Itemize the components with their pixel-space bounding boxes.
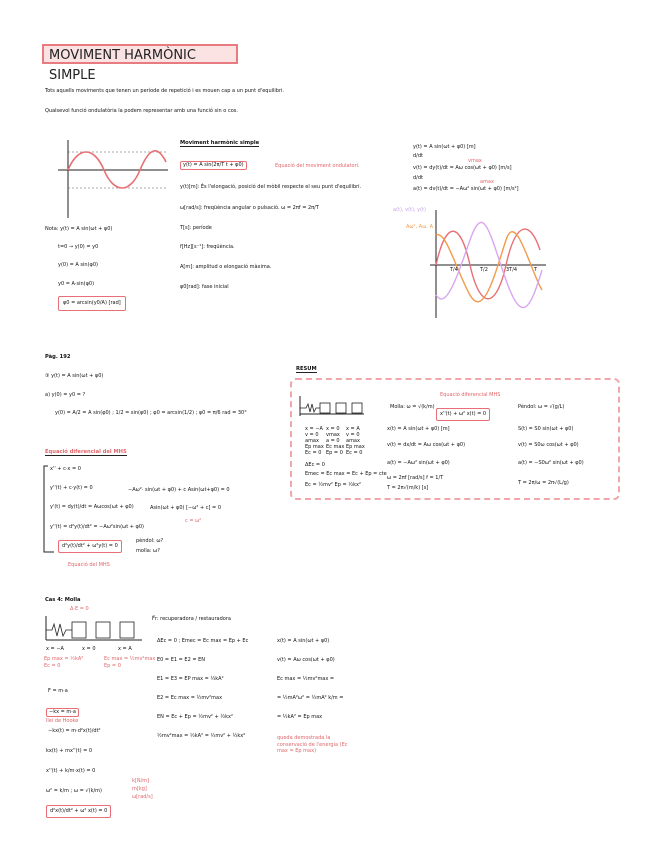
- graph-tick-3: 3T/4: [506, 267, 518, 273]
- resum-eqdiff: Equació diferencial MHS: [440, 392, 501, 398]
- cas4-fr: F⃗r: recuperadora / restauradora: [152, 616, 231, 622]
- ede-molla: molla: ω?: [136, 548, 160, 554]
- cas4-energy-1: ΔEc = 0 ; Emec = Ec max = Ep + Ec: [157, 638, 249, 644]
- resum-c2-0: x = 0: [326, 426, 340, 432]
- ede-right-1: −Aω²· sin(ωt + φ0) + c Asin(ωt+φ0) = 0: [128, 487, 230, 493]
- resum-mid-2: v(t) = dx/dt = Aω cos(ωt + φ0): [387, 442, 466, 448]
- resum-energy-2: Emec = Ec max = Ec + Ep = cte: [305, 471, 387, 477]
- cas4-unit-2: m[kg]: [132, 786, 147, 792]
- resum-heading: RESUM: [296, 366, 317, 372]
- deriv-a: a(t) = dv(t)/dt = −Aω² sin(ωt + φ0) [m/s²]: [413, 186, 519, 192]
- resum-c3-0: x = A: [346, 426, 360, 432]
- cas4-note-4: Ep = 0: [104, 663, 121, 669]
- resum-mid-4: ω = 2πf [rad/s] f = 1/T: [387, 475, 444, 481]
- def-frequency: f[Hz][s⁻¹]: freqüència.: [180, 244, 235, 250]
- ede-pendol: pèndol: ω?: [136, 538, 164, 544]
- mhs-equation: y(t) = A sin(2π/T t + φ0): [180, 161, 247, 170]
- intro-line-1: Tots aquells moviments que tenen un període de repetició i es mouen cap a un punt d'equilibri.: [45, 88, 284, 94]
- cas4-f5: x''(t) + k/m·x(t) = 0: [46, 768, 96, 774]
- ede-caption: Equació del MHS: [68, 562, 110, 568]
- spring-mass-diagram: [44, 614, 144, 644]
- cas4-f1: F = m·a: [48, 688, 68, 694]
- resum-right-2: v(t) = S0ω cos(ωt + φ0): [518, 442, 579, 448]
- resum-energy-1: ΔEc = 0: [305, 462, 325, 468]
- cas4-axis-2: x = 0: [82, 646, 96, 652]
- resum-c2-3: Ec max: [326, 444, 345, 450]
- note-y0: y(0) = A sin(φ0): [58, 262, 98, 268]
- cas4-f7: d²x(t)/dt² + ω² x(t) = 0: [46, 805, 111, 818]
- graph-tick-2: T/2: [480, 267, 488, 273]
- resum-energy-3: Ec = ½mv² Ep = ½kx²: [305, 482, 361, 488]
- deriv-vmax: vmax: [468, 158, 482, 164]
- resum-c1-4: Ec = 0: [305, 450, 322, 456]
- deriv-amax: amax: [480, 179, 494, 185]
- cas4-energy-3: E1 = E3 = EP max = ½kA²: [157, 676, 224, 682]
- pag-line-1: ③ y(t) = A sin(ωt + φ0): [45, 373, 104, 379]
- resum-c1-3: Ep max: [305, 444, 324, 450]
- cas4-energy-5: EN = Ec + Ep = ½mv² + ½kx²: [157, 714, 233, 720]
- def-period: T[s]: període: [180, 225, 212, 231]
- deriv-y: y(t) = A sin(ωt + φ0) [m]: [413, 144, 476, 150]
- resum-c3-1: v = 0: [346, 432, 360, 438]
- ede-line-3: y'(t) = dy(t)/dt = Aωcos(ωt + φ0): [50, 504, 134, 510]
- graph-legend-1: a(t), v(t), y(t): [393, 207, 426, 213]
- cas4-x5: = ½kA² = Ep max: [277, 714, 323, 720]
- resum-c3-3: Ep max: [346, 444, 365, 450]
- resum-mid-3: a(t) = −Aω² sin(ωt + φ0): [387, 460, 450, 466]
- resum-c1-1: v = 0: [305, 432, 319, 438]
- cas4-x4: = ½mA²ω² = ½mA² k/m =: [277, 695, 344, 701]
- cas4-axis-1: x = −A: [46, 646, 64, 652]
- resum-c3-2: amax: [346, 438, 360, 444]
- intro-line-2: Qualsevol funció ondulatòria la podem representar amb una funció sin o cos.: [45, 108, 238, 114]
- graph-legend-2: Aω², Aω, A: [406, 224, 433, 230]
- mhs-equation-note: Equació del moviment ondulatori.: [275, 163, 360, 169]
- cas4-x3: Ec max = ½mv²max =: [277, 676, 335, 682]
- trig-wave-graph: [430, 210, 548, 318]
- cas4-note-2: Ec = 0: [44, 663, 61, 669]
- note-t0: t=0 → y(0) = y0: [58, 244, 99, 250]
- cas4-note-1: Ep max = ½kA²: [44, 656, 84, 662]
- cas4-note-3: Ec max = ½mv²max: [104, 656, 156, 662]
- cas4-f2: −kx = m·a: [46, 708, 79, 717]
- graph-tick-4: T: [534, 267, 538, 273]
- ede-right-2: Asin(ωt + φ0) [−ω² + c] = 0: [150, 505, 222, 511]
- def-y: y(t)[m]: És l'elongació, posició del mòbil respecte el seu punt d'equilibri.: [180, 184, 362, 190]
- resum-pendol: Pèndol: ω = √(g/L): [518, 404, 565, 410]
- cas4-x2: v(t) = Aω cos(ωt + φ0): [277, 657, 335, 663]
- ede-heading: Equació diferencial del MHS: [45, 449, 127, 455]
- cas4-energy-4: E2 = Ec max = ½mv²max: [157, 695, 223, 701]
- pag-heading: Pàg. 192: [45, 354, 71, 360]
- resum-right-1: S(t) = S0 sin(ωt + φ0): [518, 426, 574, 432]
- note-phi: φ0 = arcsin(y0/A) [rad]: [58, 296, 126, 311]
- cas4-heading: Cas 4: Molla: [45, 597, 81, 603]
- resum-c1-2: amax: [305, 438, 319, 444]
- def-omega: ω[rad/s]: freqüència angular o pulsació. ω = 2πf = 2π/T: [180, 205, 319, 211]
- page-title: MOVIMENT HARMÒNIC SIMPLE: [42, 44, 238, 64]
- resum-c2-2: a = 0: [326, 438, 340, 444]
- cas4-f3: −kx(t) = m·d²x(t)/dt²: [48, 728, 101, 734]
- cas4-unit-1: k[N/m]: [132, 778, 150, 784]
- cas4-conclusion: queda demostrada la conservació de l'energia (Ec max = Ep max): [277, 735, 348, 754]
- cas4-x1: x(t) = A sin(ωt + φ0): [277, 638, 330, 644]
- resum-c1-0: x = −A: [305, 426, 323, 432]
- resum-mid-1: x(t) = A sin(ωt + φ0) [m]: [387, 426, 450, 432]
- ede-right-3: c = ω²: [185, 518, 202, 524]
- def-amplitude: A[m]: amplitud o elongació màxima.: [180, 264, 272, 270]
- resum-molla: Molla: ω = √(k/m): [390, 404, 435, 410]
- note-y0b: y0 = A·sin(φ0): [58, 281, 95, 287]
- spring-icon: [298, 394, 366, 418]
- def-phase: φ0[rad]: fase inicial: [180, 284, 229, 290]
- resum-mid-5: T = 2π√(m/k) [s]: [387, 485, 429, 491]
- resum-c2-1: vmax: [326, 432, 340, 438]
- cas4-energy-6: ½mv²max = ½kA² = ½mv² + ½kx²: [157, 733, 246, 739]
- pag-line-3: y(0) = A/2 = A sin(φ0) ; 1/2 = sin(φ0) ; φ0 = arcsin(1/2) ; φ0 = π/6 rad = 30°: [55, 410, 247, 416]
- cas4-f6: ω² = k/m ; ω = √(k/m): [46, 788, 102, 794]
- cas4-f4: kx(t) + mx''(t) = 0: [46, 748, 93, 754]
- mhs-heading: Moviment harmònic simple: [180, 140, 260, 146]
- ede-line-2: y''(t) + c·y(t) = 0: [50, 485, 93, 491]
- deriv-op-1: d/dt: [413, 153, 423, 159]
- resum-c2-4: Ep = 0: [326, 450, 343, 456]
- deriv-v: v(t) = dy(t)/dt = Aω cos(ωt + φ0) [m/s]: [413, 165, 512, 171]
- cas4-unit-3: ω[rad/s]: [132, 794, 153, 800]
- resum-right-4: T = 2π/ω = 2π√(L/g): [518, 480, 569, 486]
- sine-wave-graph: [58, 140, 170, 220]
- resum-c3-4: Ec = 0: [346, 450, 363, 456]
- cas4-energy-2: E0 = E1 = E2 = EN: [157, 657, 206, 663]
- deriv-op-2: d/dt: [413, 175, 423, 181]
- resum-right-3: a(t) = −S0ω² sin(ωt + φ0): [518, 460, 584, 466]
- cas4-hooke: llei de Hooke: [46, 718, 79, 724]
- pag-line-2: a) y(0) = y0 = ?: [45, 392, 86, 398]
- cas4-axis-3: x = A: [118, 646, 132, 652]
- ede-line-1: x'' + c·x = 0: [50, 466, 81, 472]
- resum-center-eq: x''(t) + ω² x(t) = 0: [436, 408, 490, 421]
- graph-tick-1: T/4: [450, 267, 458, 273]
- cas4-top-note: Δ·E = 0: [70, 606, 89, 612]
- note-nota: Nota: y(t) = A sin(ωt + φ0): [45, 226, 113, 232]
- ede-line-5: d²y(t)/dt² + ω²y(t) = 0: [58, 540, 122, 553]
- ede-line-4: y''(t) = d²y(t)/dt² = −Aω²sin(ωt + φ0): [50, 524, 144, 530]
